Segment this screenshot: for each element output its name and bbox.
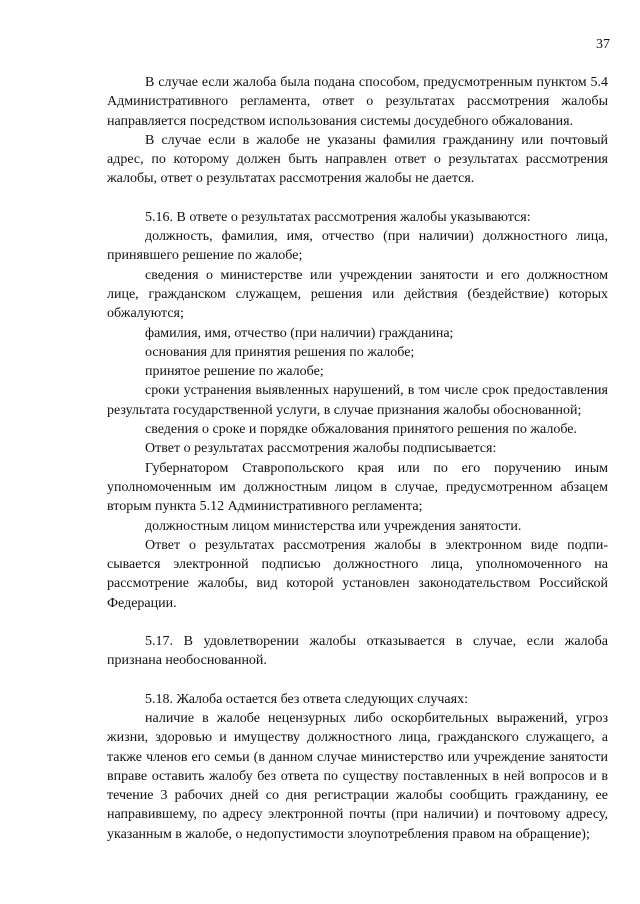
- list-item: наличие в жалобе нецензурных либо оскорбительных выражений, угроз жизни, здоровью и имуществу должностного лица, гражданского служащего, а также членов его семьи (в данном случае министерство или учреждение занятости вправе оставить жалобу без ответа по существу поставленных в ней вопросов и в течение 3 рабочих дней со дня регистрации жалобы сообщить гражданину, ее направившему, по адресу электронной почты (при наличии) и почтовому адресу, указанным в жалобе, о недопустимости злоупотребления правом на обращение);: [107, 710, 608, 842]
- paragraph: В случае если в жалобе не указаны фамилия гражданину или почтовый адрес, по которому должен быть направлен ответ о результатах рассмотрения жалобы, ответ о результатах рассмотрения жалобы не дается.: [107, 132, 608, 187]
- paragraph: Ответ о результатах рассмотрения жалобы в электронном виде подписывается электронной подписью должностного лица, уполномоченного на рассмотрение жалобы, вид которой установлен законодательством Российской Федерации.: [107, 537, 608, 611]
- list-item: сведения о сроке и порядке обжалования принятого решения по жалобе.: [145, 422, 577, 438]
- list-item: сведения о министерстве или учреждении занятости и его должностном лице, гражданском служащем, решения или действия (бездействие) которых обжалуются;: [107, 267, 608, 322]
- section-heading-5-16: 5.16. В ответе о результатах рассмотрения жалобы указываются:: [145, 209, 531, 225]
- document-body: [107, 73, 608, 844]
- section-5-17: 5.17. В удовлетворении жалобы отказывается в случае, если жалоба признана необоснованной.: [107, 634, 608, 669]
- list-item: должностным лицом министерства или учреждения занятости.: [145, 518, 522, 534]
- paragraph: Ответ о результатах рассмотрения жалобы подписывается:: [145, 441, 497, 457]
- list-item: принятое решение по жалобе;: [145, 364, 324, 380]
- section-heading-5-18: 5.18. Жалоба остается без ответа следующих случаях:: [145, 691, 468, 707]
- list-item: должность, фамилия, имя, отчество (при наличии) должностного лица, принявшего решение по жалобе;: [107, 229, 608, 264]
- list-item: Губернатором Ставропольского края или по его поручению иным уполномоченным им должностным лицом в случае, предусмотренном абзацем вторым пункта 5.12 Административного регламента;: [107, 460, 608, 515]
- page-number: 37: [596, 37, 610, 52]
- list-item: основания для принятия решения по жалобе;: [145, 344, 415, 360]
- paragraph: В случае если жалоба была подана способом, предусмотренным пунктом 5.4 Административного регламента, ответ о результатах рассмотрения жалобы направляется посредством использования системы досудебного обжалования.: [107, 75, 608, 129]
- list-item: сроки устранения выявленных нарушений, в том числе срок предоставления результата государственной услуги, в случае признания жалобы обоснованной;: [107, 383, 608, 418]
- list-item: фамилия, имя, отчество (при наличии) гражданина;: [145, 325, 454, 341]
